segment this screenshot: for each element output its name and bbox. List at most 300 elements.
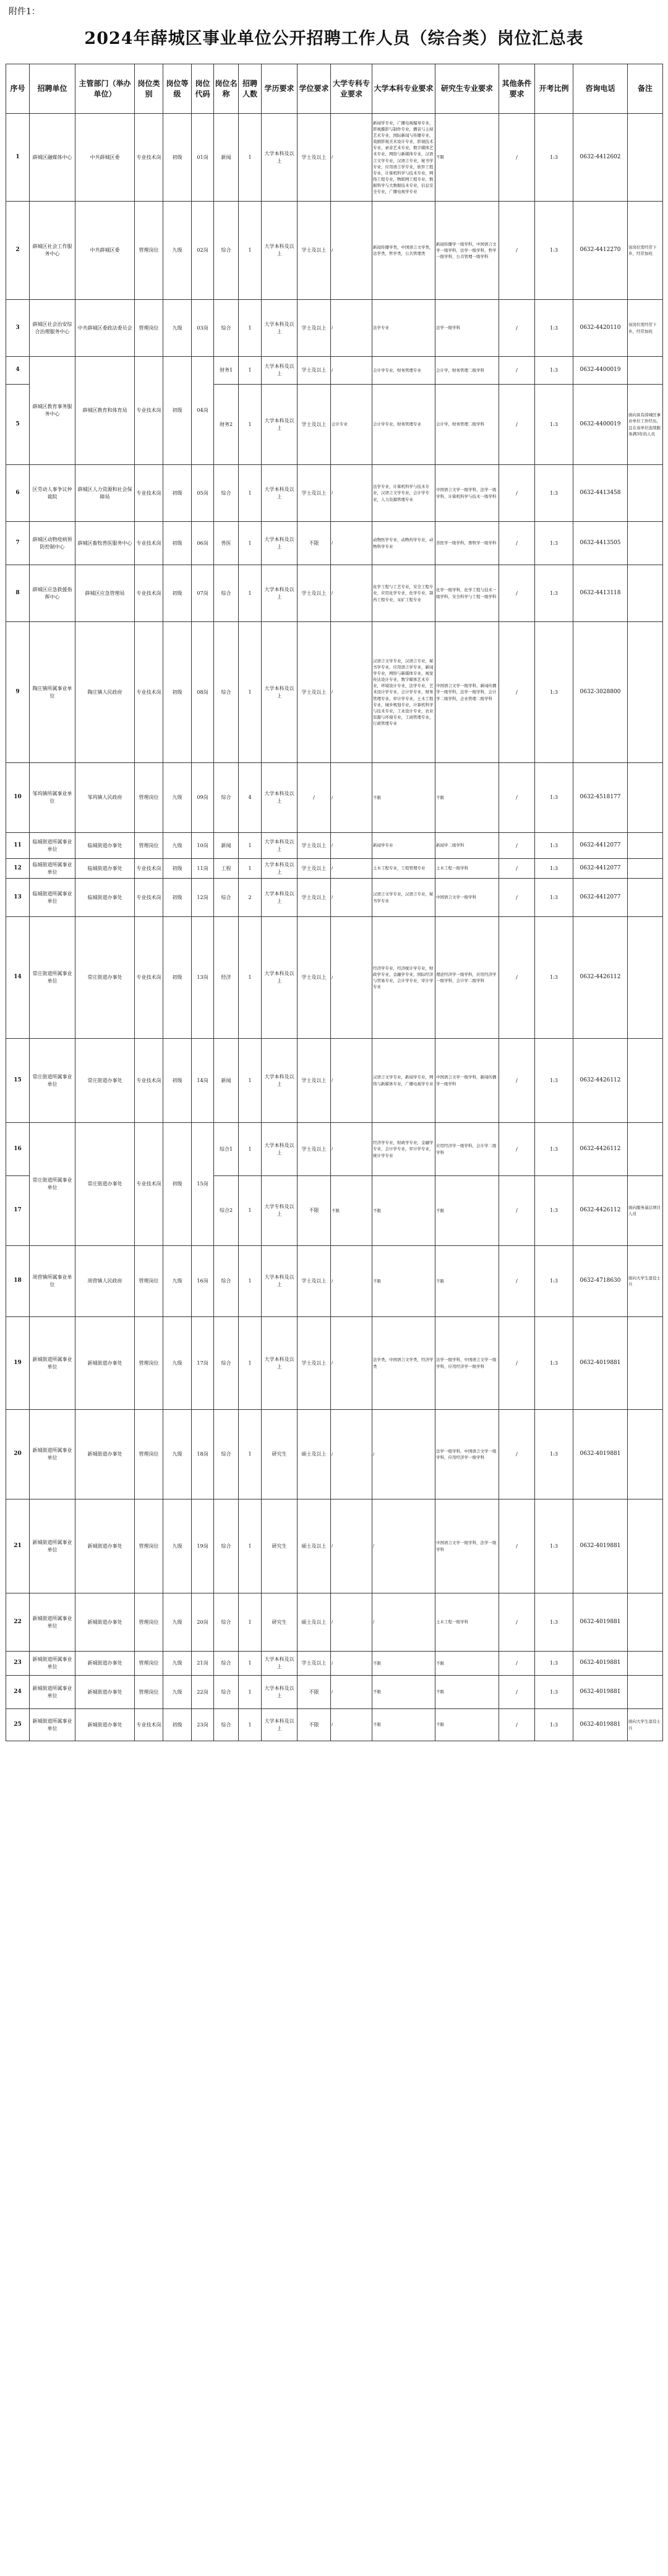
cell-post-code: 02岗 [192, 202, 214, 300]
cell-other-requirements: / [499, 385, 535, 465]
cell-post-code: 15岗 [192, 1123, 214, 1246]
cell-remarks: 该岗位需经常下乡，经常加班 [628, 202, 663, 300]
cell-postgraduate-major: 法学一级学科 [435, 300, 499, 357]
cell-junior-college-major: / [331, 859, 372, 879]
cell-post-code: 12岗 [192, 879, 214, 917]
cell-seq-no: 10 [6, 763, 30, 833]
cell-post-level: 九级 [163, 1246, 192, 1317]
cell-dept: 薛城区人力资源和社会保障局 [75, 465, 135, 522]
cell-unit: 临城街道所属事业单位 [30, 833, 75, 859]
cell-exam-ratio: 1:3 [535, 465, 573, 522]
cell-postgraduate-major: 法学一级学科，中国语言文学一级学科，应用经济学一级学科 [435, 1410, 499, 1499]
table-row [6, 1410, 663, 1499]
cell-postgraduate-major: 理论经济学一级学科，应用经济学一级学科，会计学二级学科 [435, 917, 499, 1039]
cell-seq-no: 19 [6, 1317, 30, 1410]
cell-seq-no: 11 [6, 833, 30, 859]
cell-post-type: 管理岗位 [135, 1246, 163, 1317]
cell-post-code: 16岗 [192, 1246, 214, 1317]
cell-degree: 学士及以上 [298, 1317, 331, 1410]
cell-phone: 0632-4413505 [573, 522, 628, 565]
cell-post-level: 初级 [163, 114, 192, 202]
cell-postgraduate-major: 会计学，财务管理二级学科 [435, 357, 499, 385]
cell-headcount: 1 [239, 465, 262, 522]
cell-post-name: 综合 [214, 1246, 239, 1317]
cell-education: 大学本科及以上 [262, 357, 298, 385]
cell-seq-no: 4 [6, 357, 30, 385]
cell-post-name: 新闻 [214, 833, 239, 859]
cell-exam-ratio: 1:3 [535, 859, 573, 879]
cell-postgraduate-major: 不限 [435, 763, 499, 833]
column-header-junior-college-major: 大学专科专业要求 [331, 64, 372, 114]
cell-post-type: 专业技术岗 [135, 1123, 163, 1246]
cell-bachelor-major: 汉语言文学专业，汉语言专业，秘书学专业 [372, 879, 435, 917]
cell-postgraduate-major: 化学一级学科，化学工程与技术一级学科，安全科学与工程一级学科 [435, 565, 499, 622]
cell-degree: 学士及以上 [298, 465, 331, 522]
cell-headcount: 1 [239, 917, 262, 1039]
column-header-dept: 主管部门（举办单位） [75, 64, 135, 114]
cell-seq-no: 24 [6, 1676, 30, 1709]
cell-bachelor-major: 新闻传播学类，中国语言文学类，法学类，哲学类，公共管理类 [372, 202, 435, 300]
cell-post-type: 管理岗位 [135, 1410, 163, 1499]
cell-education: 大学本科及以上 [262, 1317, 298, 1410]
cell-dept: 新城街道办事处 [75, 1676, 135, 1709]
cell-post-name: 兽医 [214, 522, 239, 565]
cell-post-level: 九级 [163, 763, 192, 833]
cell-dept: 中共薛城区委 [75, 114, 135, 202]
cell-exam-ratio: 1:3 [535, 357, 573, 385]
cell-unit: 薛城区社会工作服务中心 [30, 202, 75, 300]
cell-post-type: 管理岗位 [135, 1593, 163, 1652]
cell-phone: 0632-4518177 [573, 763, 628, 833]
cell-degree: 硕士及以上 [298, 1593, 331, 1652]
cell-headcount: 1 [239, 1709, 262, 1741]
cell-other-requirements: / [499, 114, 535, 202]
cell-headcount: 1 [239, 565, 262, 622]
cell-junior-college-major: / [331, 114, 372, 202]
cell-seq-no: 9 [6, 622, 30, 763]
cell-post-name: 综合 [214, 879, 239, 917]
cell-remarks [628, 522, 663, 565]
cell-headcount: 1 [239, 1652, 262, 1676]
cell-post-type: 专业技术岗 [135, 622, 163, 763]
cell-exam-ratio: 1:3 [535, 300, 573, 357]
cell-phone: 0632-4019881 [573, 1593, 628, 1652]
cell-headcount: 1 [239, 859, 262, 879]
cell-junior-college-major: / [331, 1499, 372, 1593]
cell-bachelor-major: / [372, 1410, 435, 1499]
cell-post-name: 综合2 [214, 1176, 239, 1246]
cell-post-type: 管理岗位 [135, 763, 163, 833]
cell-seq-no: 16 [6, 1123, 30, 1176]
cell-post-name: 综合 [214, 1499, 239, 1593]
cell-junior-college-major: / [331, 1410, 372, 1499]
cell-post-name: 综合 [214, 1709, 239, 1741]
cell-unit: 薛城区融媒体中心 [30, 114, 75, 202]
cell-headcount: 1 [239, 1410, 262, 1499]
cell-dept: 新城街道办事处 [75, 1652, 135, 1676]
cell-remarks [628, 917, 663, 1039]
cell-seq-no: 2 [6, 202, 30, 300]
cell-bachelor-major: 法学专业，计算机科学与技术专业，汉语言文学专业，会计学专业，人力资源管理专业 [372, 465, 435, 522]
cell-post-level: 九级 [163, 833, 192, 859]
cell-headcount: 1 [239, 300, 262, 357]
cell-junior-college-major: / [331, 1123, 372, 1176]
cell-exam-ratio: 1:3 [535, 385, 573, 465]
cell-dept: 薛城区畜牧兽医服务中心 [75, 522, 135, 565]
cell-education: 大学本科及以上 [262, 522, 298, 565]
cell-exam-ratio: 1:3 [535, 1317, 573, 1410]
cell-seq-no: 3 [6, 300, 30, 357]
cell-post-name: 综合 [214, 300, 239, 357]
cell-post-type: 专业技术岗 [135, 114, 163, 202]
cell-junior-college-major: / [331, 565, 372, 622]
cell-headcount: 1 [239, 357, 262, 385]
cell-dept: 常庄街道办事处 [75, 1123, 135, 1246]
cell-phone: 0632-4426112 [573, 1176, 628, 1246]
cell-postgraduate-major: 应用经济学一级学科，会计学二级学科 [435, 1123, 499, 1176]
cell-remarks [628, 763, 663, 833]
cell-post-code: 06岗 [192, 522, 214, 565]
cell-junior-college-major: / [331, 1593, 372, 1652]
cell-other-requirements: / [499, 1499, 535, 1593]
cell-degree: 学士及以上 [298, 859, 331, 879]
cell-junior-college-major: / [331, 917, 372, 1039]
cell-post-level: 初级 [163, 879, 192, 917]
cell-phone: 0632-4019881 [573, 1317, 628, 1410]
cell-phone: 0632-4019881 [573, 1652, 628, 1676]
cell-seq-no: 7 [6, 522, 30, 565]
cell-headcount: 1 [239, 1593, 262, 1652]
cell-post-level: 初级 [163, 1709, 192, 1741]
cell-post-code: 04岗 [192, 357, 214, 465]
cell-post-name: 综合1 [214, 1123, 239, 1176]
cell-post-code: 11岗 [192, 859, 214, 879]
cell-junior-college-major: 会计专业 [331, 385, 372, 465]
cell-degree: 学士及以上 [298, 1039, 331, 1123]
cell-post-name: 综合 [214, 1317, 239, 1410]
cell-post-level: 九级 [163, 1317, 192, 1410]
cell-unit: 新城街道所属事业单位 [30, 1593, 75, 1652]
cell-exam-ratio: 1:3 [535, 1499, 573, 1593]
cell-junior-college-major: / [331, 879, 372, 917]
column-header-education: 学历要求 [262, 64, 298, 114]
cell-post-level: 九级 [163, 1652, 192, 1676]
cell-post-code: 23岗 [192, 1709, 214, 1741]
cell-unit: 临城街道所属事业单位 [30, 859, 75, 879]
cell-unit: 薛城区动物疫病预防控制中心 [30, 522, 75, 565]
cell-post-type: 管理岗位 [135, 833, 163, 859]
cell-exam-ratio: 1:3 [535, 1123, 573, 1176]
cell-postgraduate-major: 新闻传播学一级学科，中国语言文学一级学科，法学一级学科，哲学一级学科，公共管理一级学科 [435, 202, 499, 300]
cell-degree: 学士及以上 [298, 1652, 331, 1676]
cell-dept: 临城街道办事处 [75, 833, 135, 859]
cell-phone: 0632-4426112 [573, 1039, 628, 1123]
cell-exam-ratio: 1:3 [535, 622, 573, 763]
cell-other-requirements: / [499, 1652, 535, 1676]
cell-seq-no: 17 [6, 1176, 30, 1246]
cell-post-type: 专业技术岗 [135, 879, 163, 917]
cell-bachelor-major: 会计学专业，财务管理专业 [372, 385, 435, 465]
cell-remarks: 面向具有薛城区事业单位工作经历，且在该单位连续服务满3年的人员 [628, 385, 663, 465]
cell-remarks [628, 1499, 663, 1593]
cell-exam-ratio: 1:3 [535, 565, 573, 622]
cell-post-name: 工程 [214, 859, 239, 879]
cell-remarks [628, 1317, 663, 1410]
cell-education: 大学本科及以上 [262, 622, 298, 763]
cell-remarks [628, 1123, 663, 1176]
cell-exam-ratio: 1:3 [535, 763, 573, 833]
cell-junior-college-major: / [331, 1676, 372, 1709]
cell-other-requirements: / [499, 357, 535, 385]
cell-other-requirements: / [499, 1123, 535, 1176]
cell-junior-college-major: 不限 [331, 1176, 372, 1246]
cell-bachelor-major: 动物医学专业，动物药学专业，动物科学专业 [372, 522, 435, 565]
cell-dept: 邹坞镇人民政府 [75, 763, 135, 833]
cell-degree: 学士及以上 [298, 357, 331, 385]
column-header-post-name: 岗位名称 [214, 64, 239, 114]
cell-headcount: 1 [239, 1676, 262, 1709]
cell-dept: 薛城区应急管理局 [75, 565, 135, 622]
cell-headcount: 2 [239, 879, 262, 917]
cell-phone: 0632-4413458 [573, 465, 628, 522]
cell-exam-ratio: 1:3 [535, 202, 573, 300]
cell-bachelor-major: 新闻学专业，广播电视编导专业，影视摄影与制作专业，播音与主持艺术专业，国际新闻与传播专业，戏剧影视美术设计专业，影视技术专业，录音艺术专业，数字媒体艺术专业，网络与新媒体专业，汉语言文学专业，汉语言专业，秘书学专业，应用语言学专业，软件工程专业，计算机科学与技术专业，网络工程专业，物联网工程专业，数据科学与大数据技术专业，信息安全专业，广播电视学专业 [372, 114, 435, 202]
cell-education: 大学本科及以上 [262, 1246, 298, 1317]
cell-post-type: 专业技术岗 [135, 1039, 163, 1123]
cell-bachelor-major: 经济学专业，经济统计学专业，财政学专业，金融学专业，国际经济与贸易专业，会计学专业，审计学专业 [372, 917, 435, 1039]
cell-seq-no: 5 [6, 385, 30, 465]
cell-other-requirements: / [499, 1176, 535, 1246]
cell-post-name: 新闻 [214, 114, 239, 202]
cell-junior-college-major: / [331, 465, 372, 522]
cell-bachelor-major: 法学专业 [372, 300, 435, 357]
cell-post-level: 初级 [163, 465, 192, 522]
cell-education: 大学本科及以上 [262, 1676, 298, 1709]
cell-phone: 0632-4019881 [573, 1410, 628, 1499]
cell-bachelor-major: 法学类，中国语言文学类，经济学类 [372, 1317, 435, 1410]
cell-phone: 0632-4412077 [573, 859, 628, 879]
cell-junior-college-major: / [331, 763, 372, 833]
cell-post-code: 20岗 [192, 1593, 214, 1652]
cell-unit: 周营镇所属事业单位 [30, 1246, 75, 1317]
cell-degree: 不限 [298, 522, 331, 565]
cell-post-level: 初级 [163, 522, 192, 565]
cell-education: 研究生 [262, 1499, 298, 1593]
table-row [6, 522, 663, 565]
cell-remarks [628, 859, 663, 879]
cell-bachelor-major: 不限 [372, 1176, 435, 1246]
cell-headcount: 1 [239, 522, 262, 565]
table-row [6, 357, 663, 385]
cell-seq-no: 14 [6, 917, 30, 1039]
cell-degree: 学士及以上 [298, 114, 331, 202]
cell-postgraduate-major: 法学一级学科，中国语言文学一级学科，应用经济学一级学科 [435, 1317, 499, 1410]
table-row [6, 1593, 663, 1652]
cell-phone: 0632-4412077 [573, 879, 628, 917]
cell-headcount: 4 [239, 763, 262, 833]
cell-unit: 临城街道所属事业单位 [30, 879, 75, 917]
cell-unit: 新城街道所属事业单位 [30, 1709, 75, 1741]
table-row [6, 1123, 663, 1176]
cell-degree: 硕士及以上 [298, 1499, 331, 1593]
cell-exam-ratio: 1:3 [535, 917, 573, 1039]
cell-bachelor-major: 不限 [372, 1676, 435, 1709]
cell-headcount: 1 [239, 202, 262, 300]
cell-degree: 硕士及以上 [298, 1410, 331, 1499]
cell-post-level: 初级 [163, 917, 192, 1039]
table-row [6, 202, 663, 300]
cell-degree: 学士及以上 [298, 385, 331, 465]
cell-remarks: 面向大学生退役士兵 [628, 1709, 663, 1741]
cell-other-requirements: / [499, 859, 535, 879]
cell-education: 大学本科及以上 [262, 763, 298, 833]
cell-remarks [628, 879, 663, 917]
cell-post-code: 08岗 [192, 622, 214, 763]
cell-postgraduate-major: 不限 [435, 1246, 499, 1317]
cell-remarks: 面向大学生退役士兵 [628, 1246, 663, 1317]
cell-unit: 新城街道所属事业单位 [30, 1317, 75, 1410]
cell-post-name: 财务2 [214, 385, 239, 465]
cell-unit: 常庄街道所属事业单位 [30, 917, 75, 1039]
table-row [6, 763, 663, 833]
cell-headcount: 1 [239, 1176, 262, 1246]
cell-post-type: 管理岗位 [135, 300, 163, 357]
column-header-headcount: 招聘人数 [239, 64, 262, 114]
cell-phone: 0632-4400019 [573, 385, 628, 465]
cell-unit: 新城街道所属事业单位 [30, 1676, 75, 1709]
cell-bachelor-major: 化学工程与工艺专业，安全工程专业，应用化学专业，化学专业，制药工程专业，采矿工程专业 [372, 565, 435, 622]
cell-dept: 中共薛城区委 [75, 202, 135, 300]
table-row [6, 1317, 663, 1410]
cell-seq-no: 8 [6, 565, 30, 622]
cell-post-code: 05岗 [192, 465, 214, 522]
cell-headcount: 1 [239, 1499, 262, 1593]
cell-degree: 学士及以上 [298, 833, 331, 859]
cell-headcount: 1 [239, 1039, 262, 1123]
cell-post-type: 专业技术岗 [135, 1709, 163, 1741]
cell-bachelor-major: 新闻学专业 [372, 833, 435, 859]
cell-dept: 周营镇人民政府 [75, 1246, 135, 1317]
cell-remarks [628, 1593, 663, 1652]
cell-phone: 0632-4400019 [573, 357, 628, 385]
cell-post-code: 17岗 [192, 1317, 214, 1410]
cell-unit: 常庄街道所属事业单位 [30, 1039, 75, 1123]
cell-seq-no: 18 [6, 1246, 30, 1317]
cell-dept: 新城街道办事处 [75, 1410, 135, 1499]
cell-post-level: 九级 [163, 1410, 192, 1499]
cell-education: 大学本科及以上 [262, 859, 298, 879]
cell-postgraduate-major: 中国语言文学一级学科 [435, 879, 499, 917]
cell-headcount: 1 [239, 622, 262, 763]
cell-unit: 新城街道所属事业单位 [30, 1652, 75, 1676]
cell-post-type: 管理岗位 [135, 202, 163, 300]
cell-unit: 新城街道所属事业单位 [30, 1499, 75, 1593]
cell-degree: 学士及以上 [298, 1246, 331, 1317]
cell-remarks: 面向服务基层项目人员 [628, 1176, 663, 1246]
cell-post-name: 综合 [214, 1593, 239, 1652]
cell-postgraduate-major: 兽医学一级学科，畜牧学一级学科 [435, 522, 499, 565]
cell-education: 大学本科及以上 [262, 917, 298, 1039]
cell-bachelor-major: / [372, 1499, 435, 1593]
cell-dept: 临城街道办事处 [75, 859, 135, 879]
cell-post-name: 财务1 [214, 357, 239, 385]
cell-post-code: 13岗 [192, 917, 214, 1039]
cell-unit: 常庄街道所属事业单位 [30, 1123, 75, 1246]
table-row [6, 622, 663, 763]
table-row [6, 1499, 663, 1593]
cell-degree: 不限 [298, 1676, 331, 1709]
cell-post-code: 03岗 [192, 300, 214, 357]
cell-exam-ratio: 1:3 [535, 1176, 573, 1246]
cell-bachelor-major: 不限 [372, 763, 435, 833]
cell-unit: 新城街道所属事业单位 [30, 1410, 75, 1499]
cell-postgraduate-major: 不限 [435, 1176, 499, 1246]
cell-postgraduate-major: 中国语言文学一级学科，新闻传播学一级学科，法学一级学科，会计学二级学科，企业管理二级学科 [435, 622, 499, 763]
cell-other-requirements: / [499, 763, 535, 833]
cell-post-level: 九级 [163, 1676, 192, 1709]
cell-post-type: 专业技术岗 [135, 917, 163, 1039]
cell-other-requirements: / [499, 565, 535, 622]
cell-remarks [628, 1676, 663, 1709]
cell-seq-no: 15 [6, 1039, 30, 1123]
cell-other-requirements: / [499, 1593, 535, 1652]
cell-unit: 薛城区应急救援指挥中心 [30, 565, 75, 622]
table-row [6, 300, 663, 357]
cell-seq-no: 20 [6, 1410, 30, 1499]
cell-education: 大学本科及以上 [262, 300, 298, 357]
cell-bachelor-major: 土木工程专业，工程管理专业 [372, 859, 435, 879]
cell-junior-college-major: / [331, 1039, 372, 1123]
cell-bachelor-major: 经济学专业，财政学专业，金融学专业，会计学专业，审计学专业，统计学专业 [372, 1123, 435, 1176]
cell-post-code: 22岗 [192, 1676, 214, 1709]
cell-other-requirements: / [499, 917, 535, 1039]
cell-degree: 学士及以上 [298, 202, 331, 300]
cell-dept: 新城街道办事处 [75, 1709, 135, 1741]
cell-other-requirements: / [499, 300, 535, 357]
cell-postgraduate-major: 中国语言文学一级学科，法学一级学科 [435, 1499, 499, 1593]
column-header-post-type: 岗位类别 [135, 64, 163, 114]
table-row [6, 565, 663, 622]
cell-bachelor-major: 汉语言文学专业，汉语言专业，秘书学专业，应用语言学专业，新闻学专业，网络与新媒体专业，视觉传达设计专业，数字媒体艺术专业，环境设计专业，法学专业，艺术设计学专业，会计学专业，财务管理专业，审计学专业，土木工程专业，城乡规划专业，计算机科学与技术专业，工业设计专业，农业资源与环境专业，工商管理专业，行政管理专业 [372, 622, 435, 763]
cell-remarks: 该岗位需经常下乡，经常加班 [628, 300, 663, 357]
cell-education: 大学本科及以上 [262, 114, 298, 202]
cell-junior-college-major: / [331, 357, 372, 385]
cell-phone: 0632-4718630 [573, 1246, 628, 1317]
cell-post-level: 初级 [163, 357, 192, 465]
cell-degree: / [298, 763, 331, 833]
cell-other-requirements: / [499, 202, 535, 300]
cell-dept: 临城街道办事处 [75, 879, 135, 917]
cell-exam-ratio: 1:3 [535, 833, 573, 859]
table-row [6, 917, 663, 1039]
cell-headcount: 1 [239, 1123, 262, 1176]
cell-dept: 新城街道办事处 [75, 1593, 135, 1652]
cell-education: 大学本科及以上 [262, 1652, 298, 1676]
cell-education: 大学本科及以上 [262, 465, 298, 522]
attachment-label: 附件1： [9, 7, 40, 17]
cell-dept: 新城街道办事处 [75, 1499, 135, 1593]
cell-other-requirements: / [499, 522, 535, 565]
cell-seq-no: 22 [6, 1593, 30, 1652]
cell-remarks [628, 357, 663, 385]
cell-phone: 0632-4412602 [573, 114, 628, 202]
cell-post-code: 14岗 [192, 1039, 214, 1123]
cell-postgraduate-major: 不限 [435, 1676, 499, 1709]
cell-unit: 陶庄镇所属事业单位 [30, 622, 75, 763]
cell-post-name: 综合 [214, 1410, 239, 1499]
cell-education: 大学本科及以上 [262, 385, 298, 465]
cell-remarks [628, 622, 663, 763]
